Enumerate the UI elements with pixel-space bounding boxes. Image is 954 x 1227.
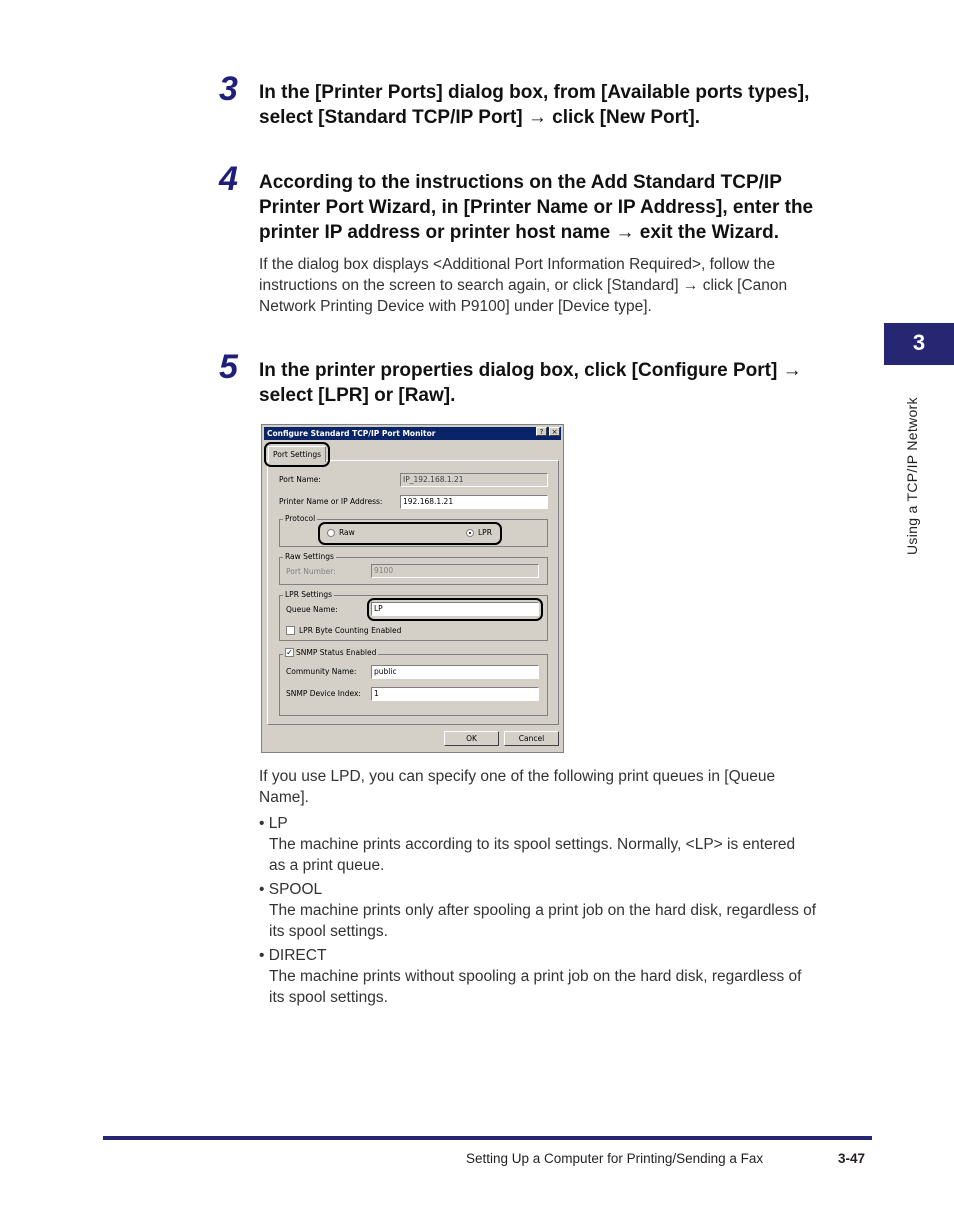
close-button[interactable]: × bbox=[549, 427, 560, 436]
step-4-line-1: According to the instructions on the Add Standard TCP/IP bbox=[259, 172, 782, 193]
printer-name-label: Printer Name or IP Address: bbox=[279, 497, 383, 506]
step-4-line-3: printer IP address or printer host name → exit the Wizard. bbox=[259, 222, 779, 243]
queue-bullet-lp: • LP bbox=[259, 815, 288, 832]
queue-desc-lp-1: The machine prints according to its spool settings. Normally, <LP> is entered bbox=[269, 836, 796, 853]
queue-desc-direct-1: The machine prints without spooling a print job on the hard disk, regardless of bbox=[269, 968, 802, 985]
device-index-label: SNMP Device Index: bbox=[286, 689, 361, 698]
snmp-group-title bbox=[283, 648, 378, 657]
chapter-label: Using a TCP/IP Network bbox=[904, 397, 920, 555]
dialog-titlebar: Configure Standard TCP/IP Port Monitor bbox=[264, 427, 561, 440]
protocol-group-title: Protocol bbox=[285, 514, 316, 523]
lpd-intro-line-1: If you use LPD, you can specify one of the following print queues in [Queue bbox=[259, 768, 776, 785]
step-5-text bbox=[259, 358, 874, 408]
printer-name-field[interactable]: 192.168.1.21 bbox=[400, 495, 548, 509]
snmp-group bbox=[279, 654, 548, 716]
lpd-intro bbox=[259, 766, 874, 808]
lpr-radio-label[interactable]: LPR bbox=[478, 528, 492, 537]
tab-port-settings[interactable]: Port Settings bbox=[268, 446, 326, 462]
step-number-5: 5 bbox=[219, 348, 238, 386]
queue-desc-direct-2: its spool settings. bbox=[269, 989, 388, 1006]
footer-title: Setting Up a Computer for Printing/Sending a Fax bbox=[466, 1151, 764, 1166]
tab-highlight-ring bbox=[264, 442, 330, 467]
step-4-text bbox=[259, 170, 874, 245]
port-name-label: Port Name: bbox=[279, 475, 321, 484]
step-3-text bbox=[259, 80, 874, 130]
step-5-line-2: select [LPR] or [Raw]. bbox=[259, 385, 456, 406]
device-index-field[interactable]: 1 bbox=[371, 687, 539, 701]
queue-name-highlight-ring bbox=[367, 598, 543, 621]
step-number-3: 3 bbox=[219, 70, 238, 108]
port-number-field[interactable]: 9100 bbox=[371, 564, 539, 578]
lpr-settings-title: LPR Settings bbox=[285, 590, 333, 599]
chapter-tab: 3 bbox=[884, 323, 954, 365]
community-name-label: Community Name: bbox=[286, 667, 357, 676]
step-5-line-1: In the printer properties dialog box, click [Configure Port] → bbox=[259, 360, 802, 381]
queue-list-item-lp bbox=[259, 813, 874, 876]
queue-name-field[interactable]: LP bbox=[371, 602, 539, 616]
raw-radio-label[interactable]: Raw bbox=[339, 528, 355, 537]
step-4-note-line-2: instructions on the screen to search again, or click [Standard] → click [Canon bbox=[259, 277, 788, 294]
snmp-label[interactable]: SNMP Status Enabled bbox=[296, 648, 377, 657]
configure-port-dialog bbox=[261, 424, 564, 753]
port-number-label: Port Number: bbox=[286, 567, 336, 576]
step-4-note bbox=[259, 254, 874, 317]
queue-list-item-spool bbox=[259, 879, 879, 942]
step-4-note-line-3: Network Printing Device with P9100] under [Device type]. bbox=[259, 298, 652, 315]
queue-list-item-direct bbox=[259, 945, 879, 1008]
page-number: 3-47 bbox=[838, 1151, 866, 1166]
help-button[interactable]: ? bbox=[536, 427, 547, 436]
step-4-line-2: Printer Port Wizard, in [Printer Name or IP Address], enter the bbox=[259, 197, 814, 218]
raw-settings-title: Raw Settings bbox=[285, 552, 334, 561]
snmp-checkbox[interactable]: ✓ bbox=[286, 648, 293, 657]
queue-desc-spool-1: The machine prints only after spooling a print job on the hard disk, regardless of bbox=[269, 902, 817, 919]
queue-desc-lp-2: as a print queue. bbox=[269, 857, 385, 874]
community-name-field[interactable]: public bbox=[371, 665, 539, 679]
queue-name-label: Queue Name: bbox=[286, 605, 338, 614]
port-name-field[interactable]: IP_192.168.1.21 bbox=[400, 473, 548, 487]
lpd-intro-line-2: Name]. bbox=[259, 789, 309, 806]
protocol-highlight-ring bbox=[318, 522, 502, 545]
step-4-note-line-1: If the dialog box displays <Additional Port Information Required>, follow the bbox=[259, 256, 776, 273]
queue-bullet-direct: • DIRECT bbox=[259, 947, 327, 964]
queue-bullet-spool: • SPOOL bbox=[259, 881, 323, 898]
step-number-4: 4 bbox=[219, 160, 238, 198]
cancel-button[interactable]: Cancel bbox=[504, 731, 559, 746]
ok-button[interactable]: OK bbox=[444, 731, 499, 746]
byte-counting-checkbox[interactable] bbox=[286, 626, 295, 635]
queue-desc-spool-2: its spool settings. bbox=[269, 923, 388, 940]
footer-rule bbox=[103, 1136, 872, 1140]
byte-counting-label[interactable]: LPR Byte Counting Enabled bbox=[299, 626, 402, 635]
step-3-line-1: In the [Printer Ports] dialog box, from [Available ports types], bbox=[259, 82, 810, 103]
step-3-line-2: select [Standard TCP/IP Port] → click [New Port]. bbox=[259, 107, 700, 128]
